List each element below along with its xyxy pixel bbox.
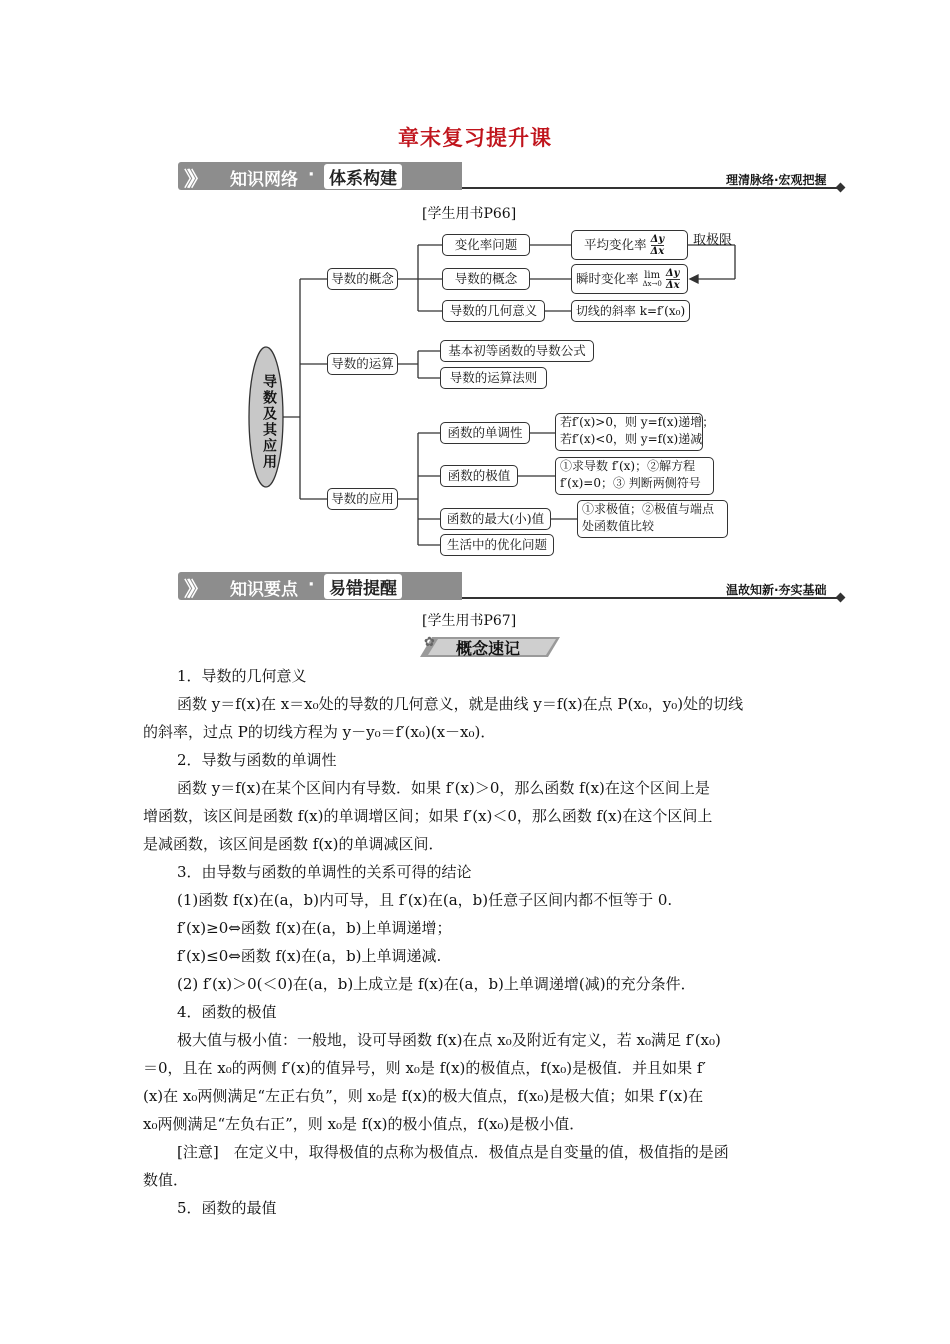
node-derivative-concept: 导数的概念 [327,268,398,290]
section-banner-keypoints: 》》 知识要点 · 易错提醒 温故知新·夯实基础 [178,572,848,600]
node-rate-of-change: 变化率问题 [442,234,530,256]
heading-4: 4．函数的极值 [177,1003,277,1021]
paragraph-line: f′(x)≤0⇔函数 f(x)在(a，b)上单调递减. [177,947,442,965]
node-tangent-slope: 切线的斜率 k=f′(x₀) [571,300,690,322]
heading-5: 5．函数的最值 [177,1199,277,1217]
node-average-rate: 平均变化率 $\frac{\Delta y}{\Delta x}$ [571,230,688,260]
page-reference: [学生用书P66] [422,206,517,222]
paragraph-line: ＝0，且在 x₀的两侧 f′(x)的值异号，则 x₀是 f(x)的极值点，f(x₀)是极值．并且如果 f′ [143,1059,706,1077]
node-maxmin-steps: ①求极值；②极值与端点 处函数值比较 [577,500,728,538]
node-derivative-application: 导数的应用 [327,488,398,510]
double-chevron-icon: 》》 [184,577,202,601]
flower-icon: ✿ [424,635,435,650]
paragraph-line: x₀两侧满足“左负右正”，则 x₀是 f(x)的极小值点，f(x₀)是极小值． [143,1115,585,1133]
node-monotonic-rule: 若f′(x)>0，则 y=f(x)递增； 若f′(x)<0，则 y=f(x)递减 [555,413,703,451]
paragraph-line: 是减函数，该区间是函数 f(x)的单调减区间． [143,835,444,853]
paragraph-line: f′(x)≥0⇔函数 f(x)在(a，b)上单调递增； [177,919,452,937]
node-derivative-operation: 导数的运算 [327,353,398,375]
node-optimization: 生活中的优化问题 [440,534,554,556]
heading-2: 2．导数与函数的单调性 [177,751,337,769]
node-concept: 导数的概念 [442,268,530,290]
heading-3: 3．由导数与函数的单调性的关系可得的结论 [177,863,472,881]
node-extremum: 函数的极值 [440,465,518,487]
heading-1: 1．导数的几何意义 [177,667,307,685]
mindmap-root: 导数及其应用 [261,374,277,470]
paragraph-line: (x)在 x₀两侧满足“左正右负”，则 x₀是 f(x)的极大值点，f(x₀)是极大值；如果 f′(x)在 [143,1087,704,1105]
node-operation-rules: 导数的运算法则 [440,367,547,389]
section-banner-network: 》》 知识网络 · 体系构建 理清脉络·宏观把握 [178,162,848,190]
page-title: 章末复习提升课 [398,125,552,150]
paragraph-line: (2) f′(x)＞0(＜0)在(a，b)上成立是 f(x)在(a，b)上单调递增(减)的充分条件． [177,975,696,993]
node-geometric-meaning: 导数的几何意义 [442,300,545,322]
node-basic-formulas: 基本初等函数的导数公式 [440,340,594,362]
paragraph-line: (1)函数 f(x)在(a，b)内可导，且 f′(x)在(a，b)任意子区间内都不恒等于 0. [177,891,673,909]
paragraph-line: 函数 y＝f(x)在某个区间内有导数．如果 f′(x)＞0，那么函数 f(x)在这个区间上是 [177,779,710,797]
node-instant-rate: 瞬时变化率 lim Δx→0 $\frac{\Delta y}{\Delta x}$ [571,264,688,294]
paragraph-line: 函数 y＝f(x)在 x＝x₀处的导数的几何意义，就是曲线 y＝f(x)在点 P(x₀，y₀)处的切线 [177,695,744,713]
paragraph-line: 的斜率，过点 P的切线方程为 y－y₀＝f′(x₀)(x－x₀)． [143,723,496,741]
note-line: 数值． [143,1171,189,1189]
node-monotonicity: 函数的单调性 [440,422,530,444]
limit-label: 取极限 [693,233,733,248]
page-reference: [学生用书P67] [422,613,517,629]
node-max-min: 函数的最大(小)值 [440,508,551,530]
subheading-badge: ✿ 概念速记 [420,633,560,661]
double-chevron-icon: 》》 [184,167,202,191]
note-line: [注意] 在定义中，取得极值的点称为极值点．极值点是自变量的值，极值指的是函 [177,1143,729,1161]
paragraph-line: 极大值与极小值：一般地，设可导函数 f(x)在点 x₀及附近有定义，若 x₀满足 f′(x₀) [177,1031,721,1049]
paragraph-line: 增函数，该区间是函数 f(x)的单调增区间；如果 f′(x)＜0，那么函数 f(x)在这个区间上 [143,807,713,825]
node-extremum-steps: ①求导数 f′(x)；②解方程 f′(x)=0；③ 判断两侧符号 [555,457,714,495]
